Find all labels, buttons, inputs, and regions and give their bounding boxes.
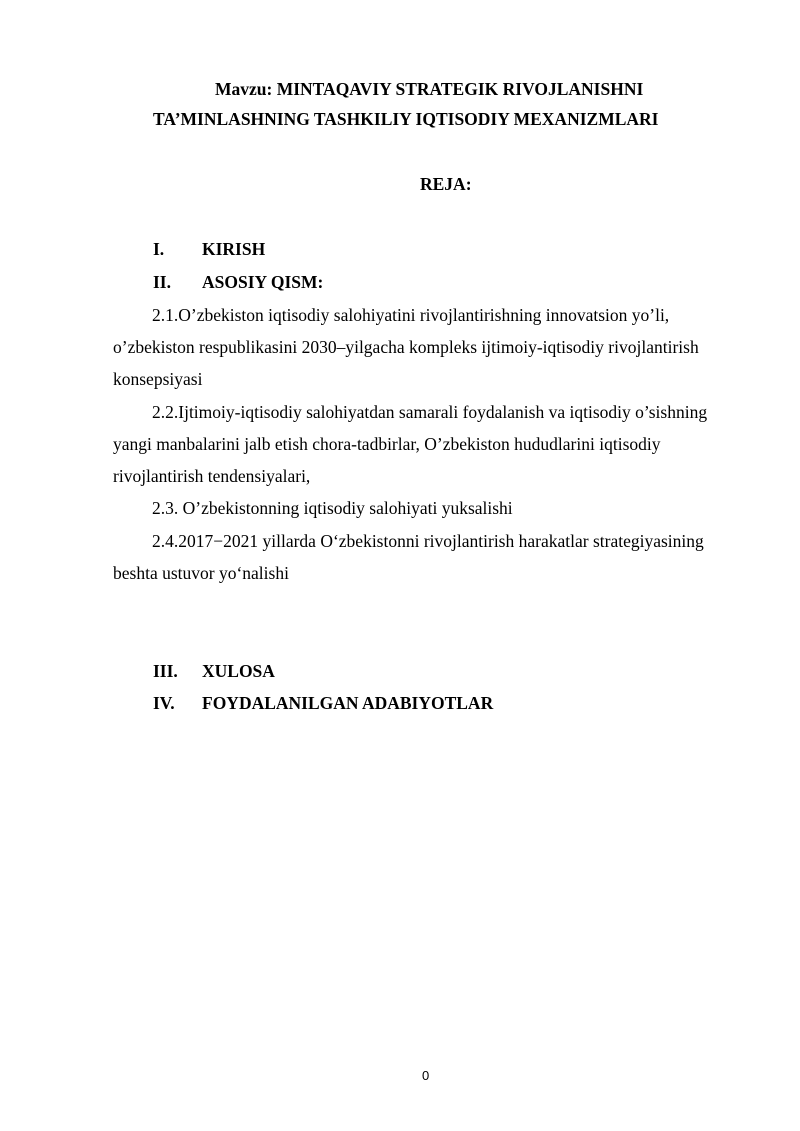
document-title-line-2: TA’MINLASHNING TASHKILIY IQTISODIY MEXANIZMLARI [153, 109, 659, 129]
plan-heading: REJA: [420, 174, 472, 194]
subsection-2-4: 2.4.2017−2021 yillarda O‘zbekistonni rivojlantirish harakatlar strategiyasining beshta ustuvor yo‘nalishi [113, 531, 704, 583]
section-label: ASOSIY QISM: [202, 272, 324, 292]
subsection-2-1: 2.1.O’zbekiston iqtisodiy salohiyatini rivojlantirishning innovatsion yo’li, o’zbekiston respublikasini 2030–yilgacha kompleks ijtimoiy-iqtisodiy rivojlantirish konsepsiyasi [113, 305, 699, 389]
section-label: KIRISH [202, 239, 266, 259]
page-number: 0 [422, 1068, 430, 1083]
section-number: II. [153, 272, 171, 292]
subsection-2-3: 2.3. O’zbekistonning iqtisodiy salohiyati yuksalishi [152, 498, 513, 518]
section-number: III. [153, 661, 178, 681]
section-number: IV. [153, 693, 175, 713]
section-number: I. [153, 239, 165, 259]
section-label: FOYDALANILGAN ADABIYOTLAR [202, 693, 494, 713]
subsection-2-2: 2.2.Ijtimoiy-iqtisodiy salohiyatdan samarali foydalanish va iqtisodiy o’sishning yangi manbalarini jalb etish chora-tadbirlar, O’zbekiston hududlarini iqtisodiy rivojlantirish tendensiyalari, [113, 402, 708, 486]
section-label: XULOSA [202, 661, 275, 681]
document-title-line-1: Mavzu: MINTAQAVIY STRATEGIK RIVOJLANISHNI [215, 79, 644, 99]
